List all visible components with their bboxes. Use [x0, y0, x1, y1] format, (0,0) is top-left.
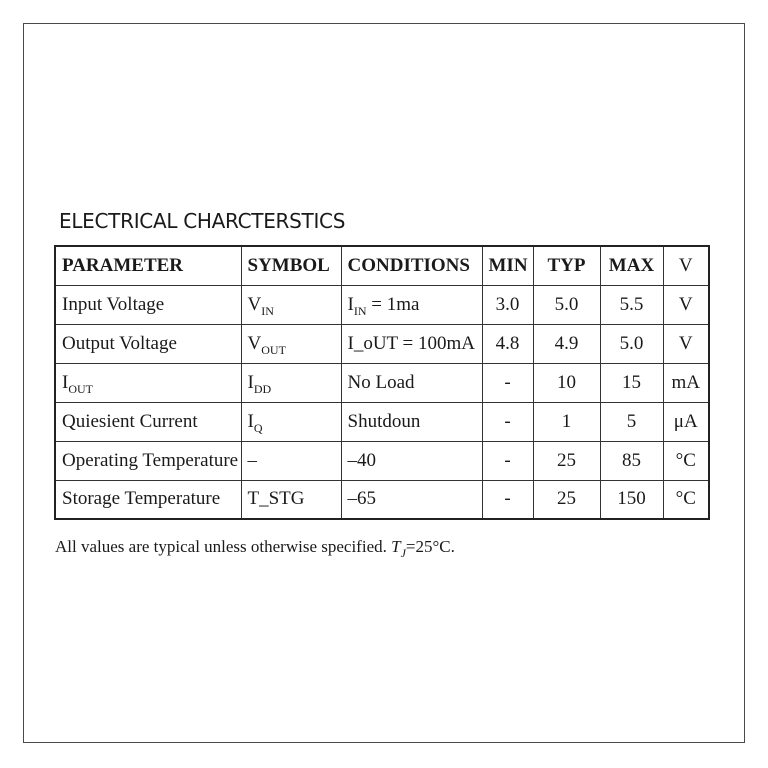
footnote: All values are typical unless otherwise specified. $T_J=25^\circ C$.: [55, 537, 455, 560]
cell-typ: 10: [533, 363, 600, 402]
cell-conditions: No Load: [341, 363, 482, 402]
table-row: [55, 441, 709, 480]
cell-unit: °C: [663, 480, 709, 519]
cell-typ: 25: [533, 441, 600, 480]
table-row: [55, 363, 709, 402]
header-symbol: SYMBOL: [241, 246, 341, 285]
cell-min: 3.0: [482, 285, 533, 324]
cell-symbol: $V_{OUT}$: [241, 324, 341, 363]
cell-max: 15: [600, 363, 663, 402]
header-max: MAX: [600, 246, 663, 285]
cell-unit: V: [663, 285, 709, 324]
table-row: [55, 480, 709, 519]
cell-parameter: Input Voltage: [55, 285, 241, 324]
table-row: [55, 285, 709, 324]
cell-unit: mA: [663, 363, 709, 402]
table-row: [55, 402, 709, 441]
cell-conditions: $I_{IN} = 1ma$: [341, 285, 482, 324]
cell-max: 85: [600, 441, 663, 480]
cell-min: -: [482, 441, 533, 480]
cell-min: -: [482, 363, 533, 402]
cell-symbol: $V_{IN}$: [241, 285, 341, 324]
cell-unit: °C: [663, 441, 709, 480]
cell-typ: 25: [533, 480, 600, 519]
cell-max: 150: [600, 480, 663, 519]
cell-parameter: Operating Temperature: [55, 441, 241, 480]
header-conditions: CONDITIONS: [341, 246, 482, 285]
cell-conditions: I_oUT = 100mA: [341, 324, 482, 363]
section-title: ELECTRICAL CHARCTERSTICS: [59, 209, 346, 233]
cell-symbol: T_STG: [241, 480, 341, 519]
header-typ: TYP: [533, 246, 600, 285]
cell-min: -: [482, 402, 533, 441]
cell-conditions: –65: [341, 480, 482, 519]
table-header-row: [55, 246, 709, 285]
cell-conditions: Shutdoun: [341, 402, 482, 441]
cell-max: 5.0: [600, 324, 663, 363]
header-parameter: PARAMETER: [55, 246, 241, 285]
cell-parameter: Storage Temperature: [55, 480, 241, 519]
cell-parameter: Quiesient Current: [55, 402, 241, 441]
cell-typ: 5.0: [533, 285, 600, 324]
cell-conditions: –40: [341, 441, 482, 480]
cell-parameter: $I_{OUT}$: [55, 363, 241, 402]
cell-typ: 1: [533, 402, 600, 441]
cell-max: 5.5: [600, 285, 663, 324]
cell-max: 5: [600, 402, 663, 441]
cell-min: 4.8: [482, 324, 533, 363]
cell-typ: 4.9: [533, 324, 600, 363]
header-unit: V: [663, 246, 709, 285]
cell-unit: μA: [663, 402, 709, 441]
cell-parameter: Output Voltage: [55, 324, 241, 363]
header-min: MIN: [482, 246, 533, 285]
table-row: [55, 324, 709, 363]
cell-symbol: $I_Q$: [241, 402, 341, 441]
cell-unit: V: [663, 324, 709, 363]
cell-min: -: [482, 480, 533, 519]
cell-symbol: –: [241, 441, 341, 480]
electrical-characteristics-table: [54, 245, 710, 520]
cell-symbol: $I_{DD}$: [241, 363, 341, 402]
